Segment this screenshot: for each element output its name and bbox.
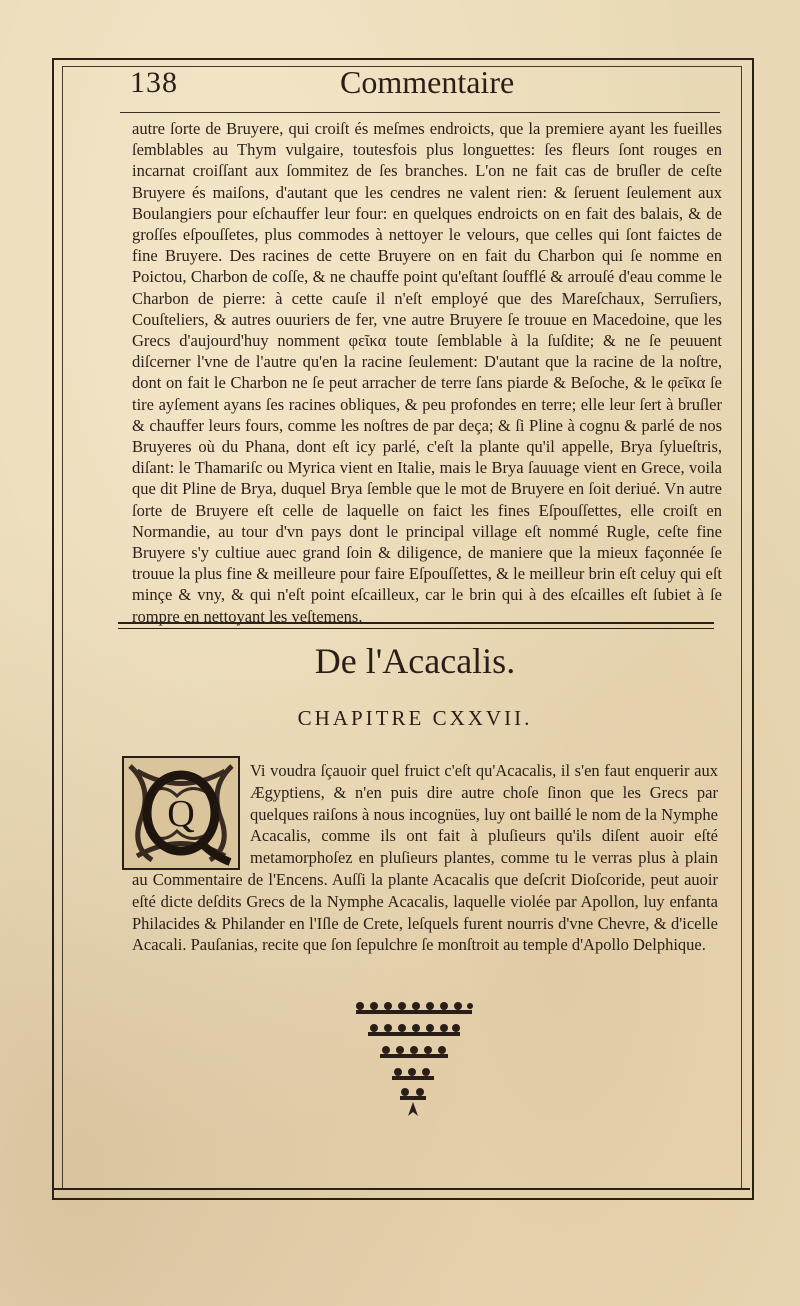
section-separator [118, 622, 714, 629]
chapter-paragraph: Vi voudra ſçauoir quel fruict c'eſt qu'Acacalis, il s'en faut enquerir aux Ægyptiens, & n'en puis dire autre choſe ſinon que les Grecs par quelques raiſons à nous incognües, luy ont baillé le nom de la Nymphe Acacalis, comme ils ont fait à pluſieurs qu'ils diſent auoir eſté metamorphoſez en pluſieurs plantes, comme tu le verras plus à plain au Commentaire de l'Encens. Auſſi la plante Acacalis que deſcrit Dioſcoride, peut auoir eſté dicte deſdits Grecs de la Nymphe Acacalis, laquelle violée par Apollon, luy enfanta Philacides & Philander en l'Iſle de Crete, leſquels furent nourris d'vne Chevre, & d'icelle Acacali. Pauſanias, recite que ſon ſepulchre ſe monſtroit au temple d'Apollo Delphique. [132, 761, 718, 955]
chapter-title: De l'Acacalis. [314, 641, 516, 681]
page-header [120, 62, 720, 113]
bottom-rule [52, 1188, 750, 1190]
decorated-initial-icon [122, 756, 240, 870]
running-title: Commentaire [340, 64, 515, 100]
fleuron-tailpiece-icon [350, 998, 476, 1120]
commentary-paragraph: autre ſorte de Bruyere, qui croiſt és meſmes endroicts, que la premiere ayant les fueilles ſemblables au Thym vulgaire, toutesfois plus longuettes: ſes fleurs ſont rouges en incarnat croiſſant aux ſommitez de ſes branches. L'on ne fait cas de bruſler de ceſte Bruyere és maiſons, d'autant que les cendres ne valent rien: & ſeruent ſeulement aux Boulangiers pour eſchauffer leur four: en quelques endroicts on en fait des balais, & de groſſes eſpouſſetes, plus commodes à nettoyer le velours, que celles qui ſont faictes de fine Bruyere. Des racines de cette Bruyere on en fait du Charbon qui ſe nomme en Poictou, Charbon de coſſe, & ne chauffe point qu'eſtant ſoufflé & arrouſé d'eau comme le Charbon de pierre: à cette cauſe il n'eſt employé que des Mareſchaux, Serruſiers, Couſteliers, & autres ouuriers de fer, vne autre Bruyere ſe trouue en Macedoine, que les Grecs d'aujourd'huy nomment φεῖκα toute ſemblable à la ſuſdite; & ne ſe peuuent diſcerner l'vne de l'autre qu'en la racine ſeulement: D'autant que la racine de la noſtre, dont on fait le Charbon ne ſe peut arracher de terre ſans piarde & Beſoche, & le φεῖκα ſe tire ayſement ayans ſes racines obliques, & peu profondes en terre; elle leur ſert à bruſler & chauffer leurs fours, comme les noſtres de par deça; & ſi Pline à cognu & parlé de nos Bruyeres où du Phana, dont eſt icy parlé, c'eſt la plante qu'il appelle, Brya ſylueſtris, diſant: le Thamariſc ou Myrica vient en Italie, mais le Brya ſauuage vient en Grece, voila que dit Pline de Brya, duquel Brya ſemble que le mot de Bruyere en ſoit deriué. Vn autre ſorte de Bruyere eſt celle de laquelle on faict les fines Eſpouſſettes, elle croiſt en Normandie, au tour d'vn pays dont le principal village eſt nommé Rugle, ceſte fine Bruyere s'y cultiue auec grand ſoin & diligence, de maniere que la mieux façonnée ſe trouue la plus fine & meilleure pour faire Eſpouſſettes, & le meilleur brin eſt celuy qui eſt minçe & vny, & qui n'eſt point eſcailleux, car le brin qui à des eſcailles eſt ſubiet à ſe rompre en nettoyant les veſtemens. [132, 119, 722, 626]
initial-letter: Q [167, 793, 195, 835]
chapter-number: CHAPITRE CXXVII. [297, 706, 533, 730]
commentary-text [132, 118, 722, 627]
page-number: 138 [130, 66, 178, 99]
